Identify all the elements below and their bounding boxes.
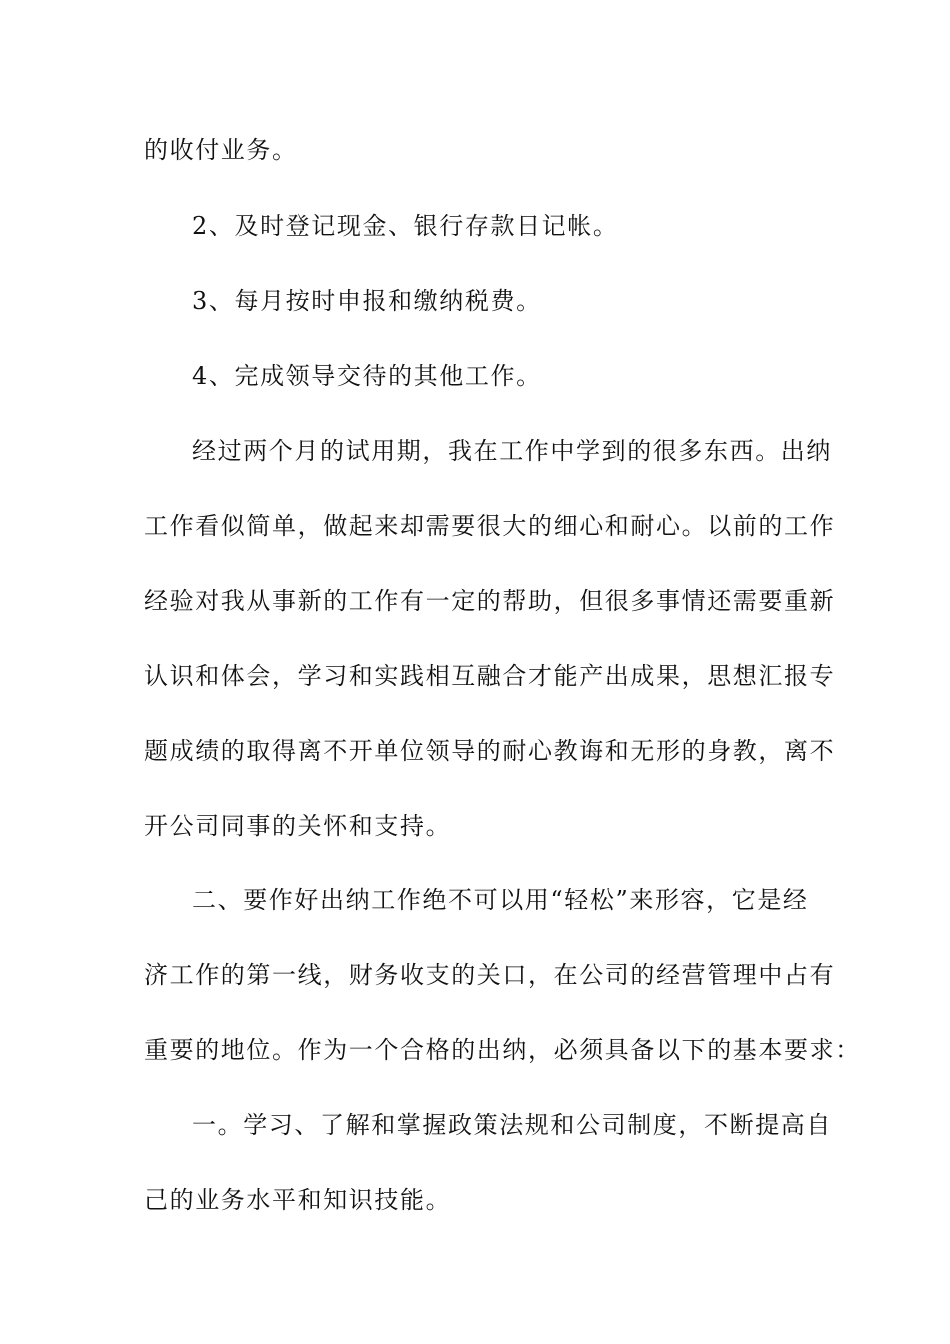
text-line-8: 认识和体会，学习和实践相互融合才能产出成果，思想汇报专 xyxy=(144,662,836,690)
text-line-6: 工作看似简单，做起来却需要很大的细心和耐心。以前的工作 xyxy=(144,512,836,540)
text-line-12: 济工作的第一线，财务收支的关口，在公司的经营管理中占有 xyxy=(144,961,836,989)
text-line-1: 的收付业务。 xyxy=(144,136,298,164)
text-line-7: 经验对我从事新的工作有一定的帮助，但很多事情还需要重新 xyxy=(144,587,836,615)
text-line-5: 经过两个月的试用期，我在工作中学到的很多东西。出纳 xyxy=(192,437,832,465)
text-line-2: 2、及时登记现金、银行存款日记帐。 xyxy=(192,212,619,240)
text-line-15: 己的业务水平和知识技能。 xyxy=(144,1186,452,1214)
text-line-3: 3、每月按时申报和缴纳税费。 xyxy=(192,287,542,315)
text-line-9: 题成绩的取得离不开单位领导的耐心教诲和无形的身教，离不 xyxy=(144,737,836,765)
text-line-13: 重要的地位。作为一个合格的出纳，必须具备以下的基本要求： xyxy=(144,1036,861,1064)
text-line-11: 二、要作好出纳工作绝不可以用“轻松”来形容，它是经 xyxy=(192,886,809,914)
text-line-10: 开公司同事的关怀和支持。 xyxy=(144,812,452,840)
text-line-14: 一。学习、了解和掌握政策法规和公司制度，不断提高自 xyxy=(192,1111,832,1139)
text-line-4: 4、完成领导交待的其他工作。 xyxy=(192,362,542,390)
